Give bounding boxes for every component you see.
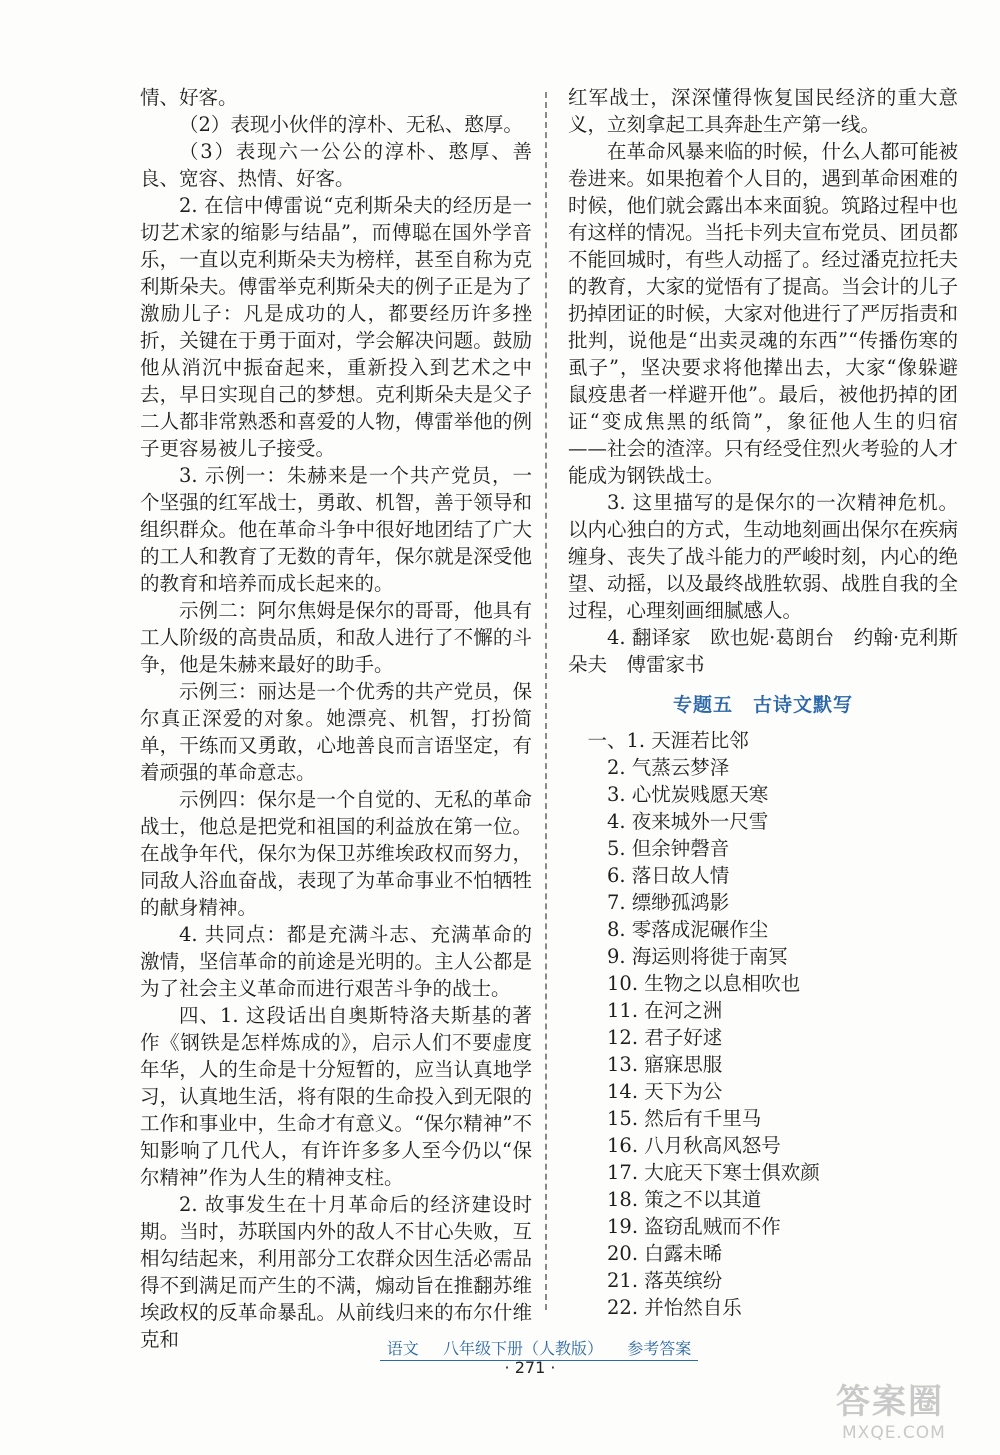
poetry-answer-list (568, 727, 958, 1321)
answer-paragraph: 4. 共同点：都是充满斗志、充满革命的激情，坚信革命的前途是光明的。主人公都是为了社会主义革命而进行艰苦斗争的战士。 (140, 923, 532, 1000)
column-divider (545, 92, 547, 1310)
poetry-answer-item: 20. 白露未晞 (607, 1242, 723, 1265)
answer-paragraph: （2）表现小伙伴的淳朴、无私、憨厚。 (179, 113, 523, 136)
poetry-answer-item: 17. 大庇天下寒士俱欢颜 (607, 1161, 820, 1184)
poetry-answer-item: 16. 八月秋高风怒号 (607, 1134, 781, 1157)
poetry-answer-item: 6. 落日故人情 (607, 864, 730, 887)
poetry-answer-item: 22. 并怡然自乐 (607, 1296, 742, 1319)
poetry-answer-item: 21. 落英缤纷 (607, 1269, 723, 1292)
poetry-answer-item: 2. 气蒸云梦泽 (607, 756, 730, 779)
answer-paragraph: 情、好客。 (140, 86, 238, 109)
poetry-answer-item: 7. 缥缈孤鸿影 (607, 891, 730, 914)
footer-grade: 八年级下册（人教版） (442, 1339, 603, 1358)
left-column (140, 84, 532, 1353)
answer-paragraph: 在革命风暴来临的时候，什么人都可能被卷进来。如果抱着个人目的，遇到革命困难的时候，他们就会露出本来面貌。筑路过程中也有这样的情况。当托卡列夫宣布党员、团员都不能回城时，有些人动摇了。经过潘克拉托夫的教育，大家的觉悟有了提高。当会计的儿子扔掉团证的时候，大家对他进行了严厉指责和批判，说他是“出卖灵魂的东西”“传播伤寒的虱子”，坚决要求将他撵出去，大家“像躲避鼠疫患者一样避开他”。最后，被他扔掉的团证“变成焦黑的纸筒”，象征他人生的归宿——社会的渣滓。只有经受住烈火考验的人才能成为钢铁战士。 (568, 140, 959, 487)
section-heading: 专题五 古诗文默写 (672, 694, 853, 716)
answer-paragraph: 2. 故事发生在十月革命后的经济建设时期。当时，苏联国内外的敌人不甘心失败，互相勾结起来，利用部分工农群众因生活必需品得不到满足而产生的不满，煽动旨在推翻苏维埃政权的反革命暴乱。从前线归来的布尔什维克和 (140, 1193, 532, 1351)
poetry-answer-item: 5. 但余钟磬音 (607, 837, 730, 860)
poetry-answer-item: 18. 策之不以其道 (607, 1188, 762, 1211)
poetry-answer-item: 8. 零落成泥碾作尘 (607, 918, 769, 941)
footer-subject: 语文 (386, 1339, 419, 1358)
answer-paragraph: 示例三：丽达是一个优秀的共产党员，保尔真正深爱的对象。她漂亮、机智，打扮简单，干练而又勇敢，心地善良而言语坚定，有着顽强的革命意志。 (140, 680, 532, 784)
answer-paragraph: 示例四：保尔是一个自觉的、无私的革命战士，他总是把党和祖国的利益放在第一位。在战争年代，保尔为保卫苏维埃政权而努力，同敌人浴血奋战，表现了为革命事业不怕牺牲的献身精神。 (140, 788, 532, 919)
poetry-answer-item: 4. 夜来城外一尺雪 (607, 810, 769, 833)
right-paragraphs (568, 84, 958, 678)
right-column (568, 84, 958, 1321)
poetry-answer-item: 一、1. 天涯若比邻 (587, 729, 749, 752)
poetry-answer-item: 9. 海运则将徙于南冥 (607, 945, 788, 968)
poetry-answer-item: 11. 在河之洲 (607, 999, 723, 1022)
answer-paragraph: 3. 示例一：朱赫来是一个共产党员，一个坚强的红军战士，勇敢、机智，善于领导和组织群众。他在革命斗争中很好地团结了广大的工人和教育了无数的青年，保尔就是深受他的教育和培养而成长起来的。 (140, 464, 532, 595)
answer-paragraph: 四、1. 这段话出自奥斯特洛夫斯基的著作《钢铁是怎样炼成的》，启示人们不要虚度年华，人的生命是十分短暂的，应当认真地学习，认真地生活，将有限的生命投入到无限的工作和事业中，生命才有意义。“保尔精神”不知影响了几代人，有许许多多人至今仍以“保尔精神”作为人生的精神支柱。 (140, 1004, 532, 1189)
answer-paragraph: （3）表现六一公公的淳朴、憨厚、善良、宽容、热情、好客。 (140, 140, 532, 190)
poetry-answer-item: 13. 寤寐思服 (607, 1053, 723, 1076)
poetry-answer-item: 10. 生物之以息相吹也 (607, 972, 801, 995)
answer-paragraph: 红军战士，深深懂得恢复国民经济的重大意义，立刻拿起工具奔赴生产第一线。 (568, 86, 958, 136)
watermark-logo (836, 1380, 986, 1450)
poetry-answer-item: 14. 天下为公 (607, 1080, 723, 1103)
page-number: · 271 · (504, 1358, 556, 1377)
watermark-url: MXQE.COM (842, 1423, 946, 1443)
footer-label: 参考答案 (627, 1339, 692, 1358)
watermark-logo-text: 答案圈 (836, 1382, 944, 1422)
answer-paragraph: 3. 这里描写的是保尔的一次精神危机。以内心独白的方式，生动地刻画出保尔在疾病缠身、丧失了战斗能力的严峻时刻，内心的绝望、动摇，以及最终战胜软弱、战胜自我的全过程，心理刻画细腻感人。 (568, 491, 959, 622)
answer-paragraph: 示例二：阿尔焦姆是保尔的哥哥，他具有工人阶级的高贵品质，和敌人进行了不懈的斗争，他是朱赫来最好的助手。 (140, 599, 532, 676)
poetry-answer-item: 19. 盗窃乱贼而不作 (607, 1215, 781, 1238)
poetry-answer-item: 3. 心忧炭贱愿天寒 (607, 783, 769, 806)
answer-paragraph: 4. 翻译家 欧也妮·葛朗台 约翰·克利斯朵夫 傅雷家书 (568, 626, 958, 676)
poetry-answer-item: 12. 君子好逑 (607, 1026, 723, 1049)
answer-paragraph: 2. 在信中傅雷说“克利斯朵夫的经历是一切艺术家的缩影与结晶”，而傅聪在国外学音乐，一直以克利斯朵夫为榜样，甚至自称为克利斯朵夫。傅雷举克利斯朵夫的例子正是为了激励儿子：凡是成功的人，都要经历许多挫折，关键在于勇于面对，学会解决问题。鼓励他从消沉中振奋起来，重新投入到艺术之中去，早日实现自己的梦想。克利斯朵夫是父子二人都非常熟悉和喜爱的人物，傅雷举他的例子更容易被儿子接受。 (140, 194, 532, 460)
poetry-answer-item: 15. 然后有千里马 (607, 1107, 762, 1130)
